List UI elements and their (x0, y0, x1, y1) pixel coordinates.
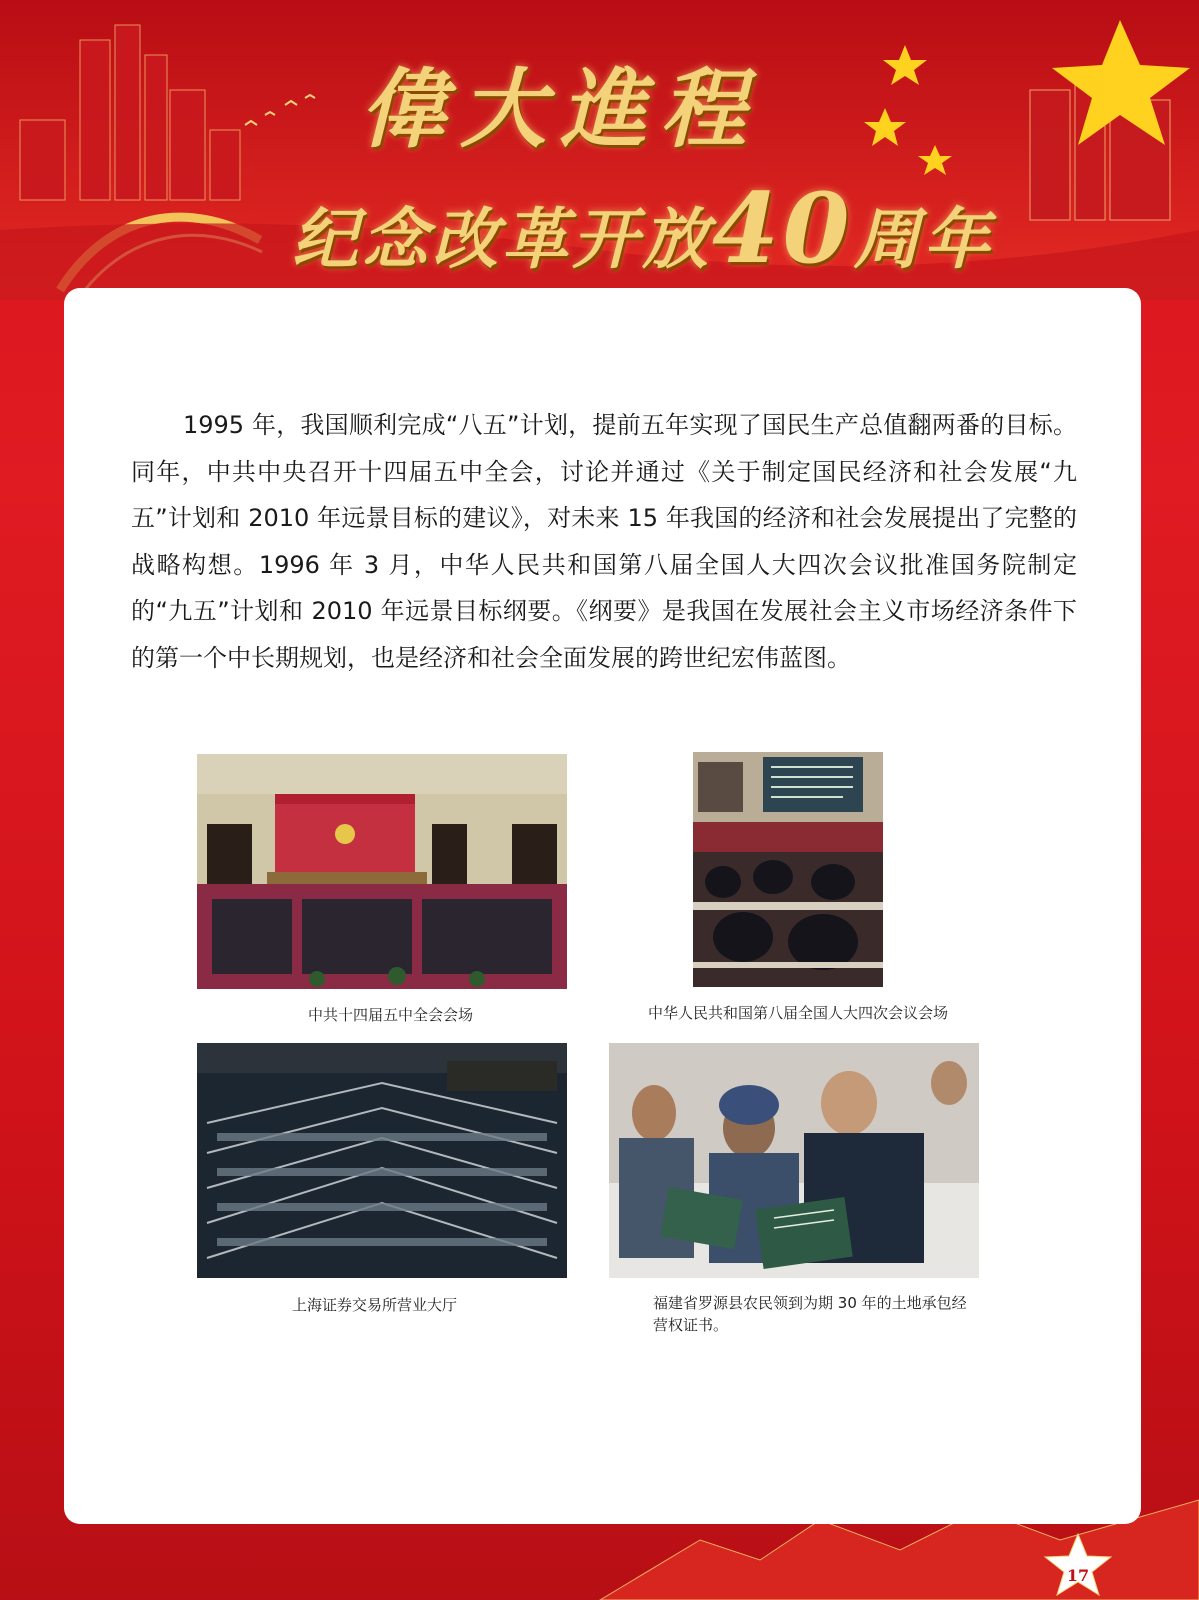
page-number: 17 (1066, 1566, 1090, 1585)
photo-stock-exchange-image (197, 1043, 567, 1278)
page-subtitle (292, 172, 994, 285)
photo-stock-exchange (197, 1043, 567, 1278)
caption-stock-exchange: 上海证券交易所营业大厅 (292, 1296, 458, 1314)
caption-npc-session: 中华人民共和国第八届全国人大四次会议会场 (648, 1004, 949, 1022)
photo-npc-session-image (693, 752, 883, 987)
photo-plenary-session (197, 754, 567, 989)
subtitle-number: 40 (712, 172, 854, 285)
content-card (64, 288, 1141, 1524)
photo-farmers-certificates-image (609, 1043, 979, 1278)
header-banner (0, 0, 1199, 300)
subtitle-suffix: 周年 (853, 200, 994, 278)
photo-npc-session (693, 752, 883, 987)
page-title: 偉大進程 (360, 59, 760, 160)
caption-farmers-certificates: 福建省罗源县农民领到为期 30 年的土地承包经营权证书。 (653, 1294, 967, 1334)
photo-plenary-session-image (197, 754, 567, 989)
article-paragraph: 1995 年，我国顺利完成“八五”计划，提前五年实现了国民生产总值翻两番的目标。同年，中共中央召开十四届五中全会，讨论并通过《关于制定国民经济和社会发展“九五”计划和 2010 年远景目标的建议》，对未来 15 年我国的经济和社会发展提出了完整的战略构想。1996 年 3 月，中华人民共和国第八届全国人大四次会议批准国务院制定的“九五”计划和 2010 年远景目标纲要。《纲要》是我国在发展社会主义市场经济条件下的第一个中长期规划，也是经济和社会全面发展的跨世纪宏伟蓝图。 (131, 411, 1077, 672)
photo-farmers-certificates (609, 1043, 979, 1278)
subtitle-prefix: 纪念改革开放 (292, 200, 712, 278)
caption-plenary-session: 中共十四届五中全会会场 (308, 1006, 474, 1024)
